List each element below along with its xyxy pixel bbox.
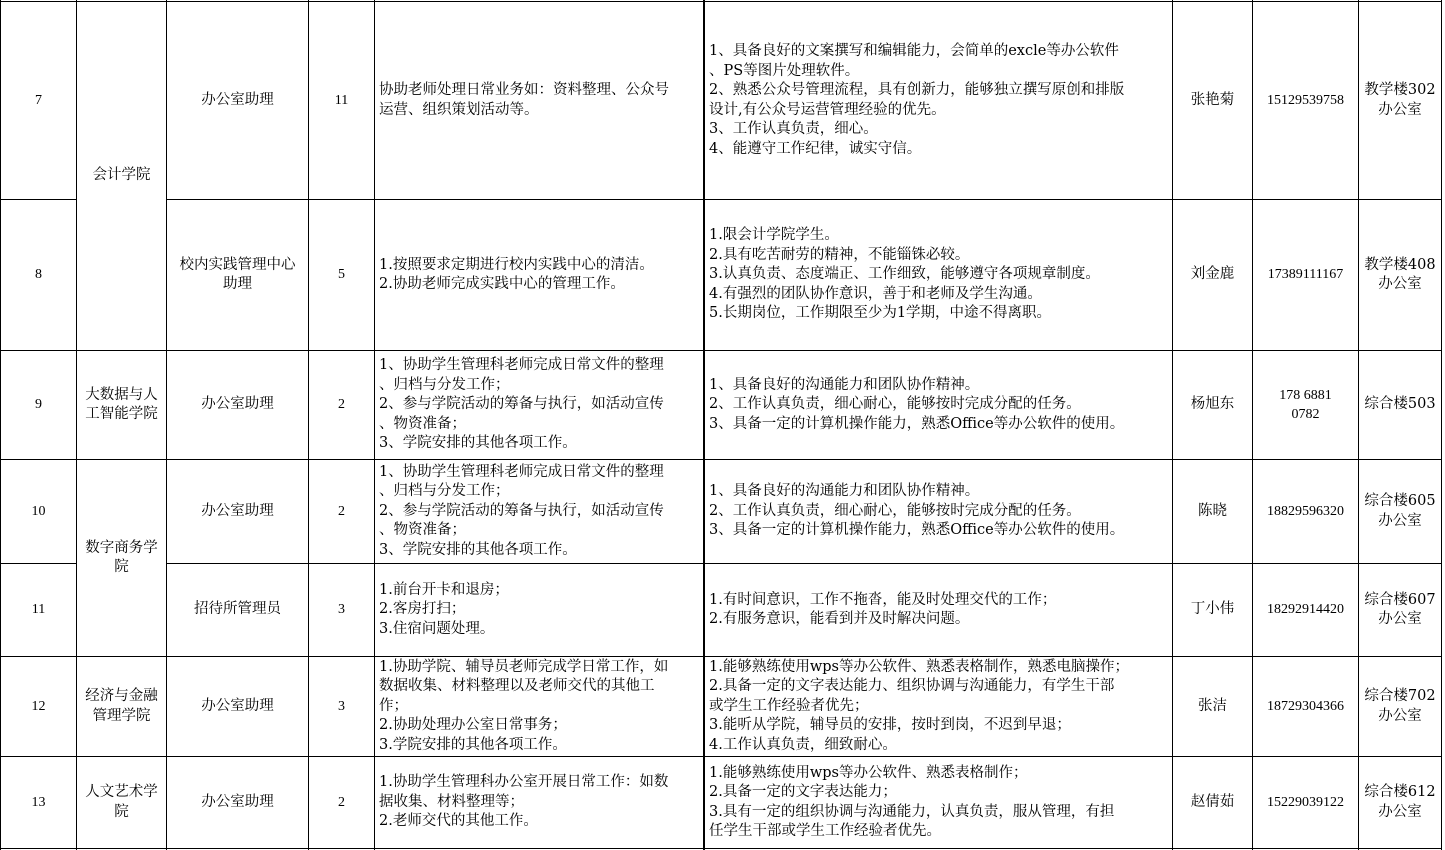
headcount-cell: 2: [338, 503, 345, 519]
contact-cell: 陈晓: [1198, 502, 1227, 519]
college-cell: [77, 351, 166, 459]
position-cell: 办公室助理: [201, 697, 274, 714]
row-number: 11: [31, 602, 46, 618]
location-cell: 综合楼605 办公室: [1364, 493, 1436, 529]
row-number: 10: [31, 503, 46, 519]
requirements-cell: 1.限会计学院学生。 2.具有吃苦耐劳的精神，不能锱铢必较。 3.认真负责、态度端正、工作细致，能够遵守各项规章制度。 4.有强烈的团队协作意识，善于和老师及学生沟通。 5.长期岗位，工作期限至少为1学期，中途不得离职。: [709, 227, 1100, 322]
headcount-cell: 11: [334, 92, 349, 108]
college-name: 经济与金融 管理学院: [85, 688, 158, 724]
contact-cell: 赵倩茹: [1190, 793, 1235, 810]
headcount-cell: 3: [338, 698, 345, 714]
position-cell: 办公室助理: [201, 91, 274, 108]
requirements-cell: 1、具备良好的沟通能力和团队协作精神。 2、工作认真负责，细心耐心，能够按时完成分配的任务。 3、具备一定的计算机操作能力，熟悉Office等办公软件的使用。: [709, 376, 1125, 432]
requirements-cell: 1.能够熟练使用wps等办公软件、熟悉表格制作，熟悉电脑操作； 2.具备一定的文字表达能力、组织协调与沟通能力，有学生干部 或学生工作经验者优先； 3.能听从学院，辅导员的安排，按时到岗，不迟到早退； 4.工作认真负责，细致耐心。: [709, 658, 1129, 753]
contact-cell: 刘金鹿: [1190, 266, 1235, 283]
row-number: 12: [31, 698, 46, 714]
phone-cell: 18292914420: [1267, 602, 1344, 618]
college-name: 会计学院: [92, 167, 151, 184]
requirements-cell: 1.有时间意识，工作不拖沓，能及时处理交代的工作； 2.有服务意识，能看到并及时解决问题。: [709, 591, 1057, 627]
duties-cell: 1、协助学生管理科老师完成日常文件的整理 、归档与分发工作； 2、参与学院活动的筹备与执行，如活动宣传 、物资准备； 3、学院安排的其他各项工作。: [379, 463, 664, 558]
college-cell: [77, 460, 166, 656]
duties-cell: 协助老师处理日常业务如：资料整理、公众号 运营、组织策划活动等。: [379, 82, 669, 118]
location-cell: 综合楼503: [1364, 396, 1436, 413]
contact-cell: 张洁: [1198, 697, 1227, 714]
row-number: 9: [35, 397, 42, 413]
location-cell: 综合楼702 办公室: [1364, 688, 1436, 724]
phone-cell: 15229039122: [1267, 794, 1344, 810]
phone-cell: 178 6881 0782: [1279, 387, 1332, 422]
duties-cell: 1、协助学生管理科老师完成日常文件的整理 、归档与分发工作； 2、参与学院活动的筹备与执行，如活动宣传 、物资准备； 3、学院安排的其他各项工作。: [379, 357, 664, 452]
contact-cell: 张艳菊: [1190, 91, 1235, 108]
college-name: 人文艺术学 院: [85, 784, 158, 820]
row-number: 7: [35, 92, 42, 108]
requirements-cell: 1、具备良好的文案撰写和编辑能力，会简单的excle等办公软件 、PS等图片处理软件。 2、熟悉公众号管理流程，具有创新力，能够独立撰写原创和排版 设计,有公众号运营管理经验的优先。 3、工作认真负责，细心。 4、能遵守工作纪律，诚实守信。: [709, 43, 1125, 157]
contact-cell: 丁小伟: [1190, 601, 1235, 618]
college-cell: [77, 757, 166, 848]
position-cell: 办公室助理: [201, 793, 274, 810]
position-cell: 办公室助理: [201, 396, 274, 413]
college-name: 大数据与人 工智能学院: [85, 386, 158, 422]
duties-cell: 1.前台开卡和退房； 2.客房打扫； 3.住宿问题处理。: [379, 581, 509, 637]
row-number: 13: [31, 794, 46, 810]
location-cell: 教学楼408 办公室: [1364, 256, 1436, 292]
phone-cell: 18829596320: [1267, 503, 1344, 519]
headcount-cell: 2: [338, 397, 345, 413]
requirements-cell: 1、具备良好的沟通能力和团队协作精神。 2、工作认真负责，细心耐心，能够按时完成分配的任务。 3、具备一定的计算机操作能力，熟悉Office等办公软件的使用。: [709, 483, 1125, 539]
college-name: 数字商务学 院: [85, 539, 158, 575]
duties-cell: 1.协助学生管理科办公室开展日常工作：如数 据收集、材料整理等； 2.老师交代的其他工作。: [379, 774, 669, 830]
contact-cell: 杨旭东: [1190, 396, 1235, 413]
phone-cell: 17389111167: [1267, 267, 1344, 283]
phone-cell: 15129539758: [1267, 92, 1344, 108]
row-number: 8: [35, 267, 42, 283]
location-cell: 综合楼612 办公室: [1364, 784, 1436, 820]
position-cell: 校内实践管理中心 助理: [179, 256, 296, 292]
duties-cell: 1.按照要求定期进行校内实践中心的清洁。 2.协助老师完成实践中心的管理工作。: [379, 256, 654, 292]
college-cell: [77, 657, 166, 756]
grid-line: [1441, 0, 1442, 850]
duties-cell: 1.协助学院、辅导员老师完成学日常工作，如 数据收集、材料整理以及老师交代的其他工 作； 2.协助处理办公室日常事务； 3.学院安排的其他各项工作。: [379, 658, 669, 753]
grid-line: [0, 848, 1442, 849]
location-cell: 综合楼607 办公室: [1364, 591, 1436, 627]
headcount-cell: 2: [338, 794, 345, 810]
headcount-cell: 3: [338, 602, 345, 618]
college-cell: [77, 2, 166, 350]
headcount-cell: 5: [338, 267, 345, 283]
position-cell: 办公室助理: [201, 502, 274, 519]
requirements-cell: 1.能够熟练使用wps等办公软件、熟悉表格制作； 2.具备一定的文字表达能力； 3.具有一定的组织协调与沟通能力，认真负责，服从管理，有担 任学生干部或学生工作经验者优先。: [709, 764, 1115, 839]
phone-cell: 18729304366: [1267, 698, 1344, 714]
location-cell: 教学楼302 办公室: [1364, 82, 1436, 118]
position-cell: 招待所管理员: [194, 601, 281, 618]
